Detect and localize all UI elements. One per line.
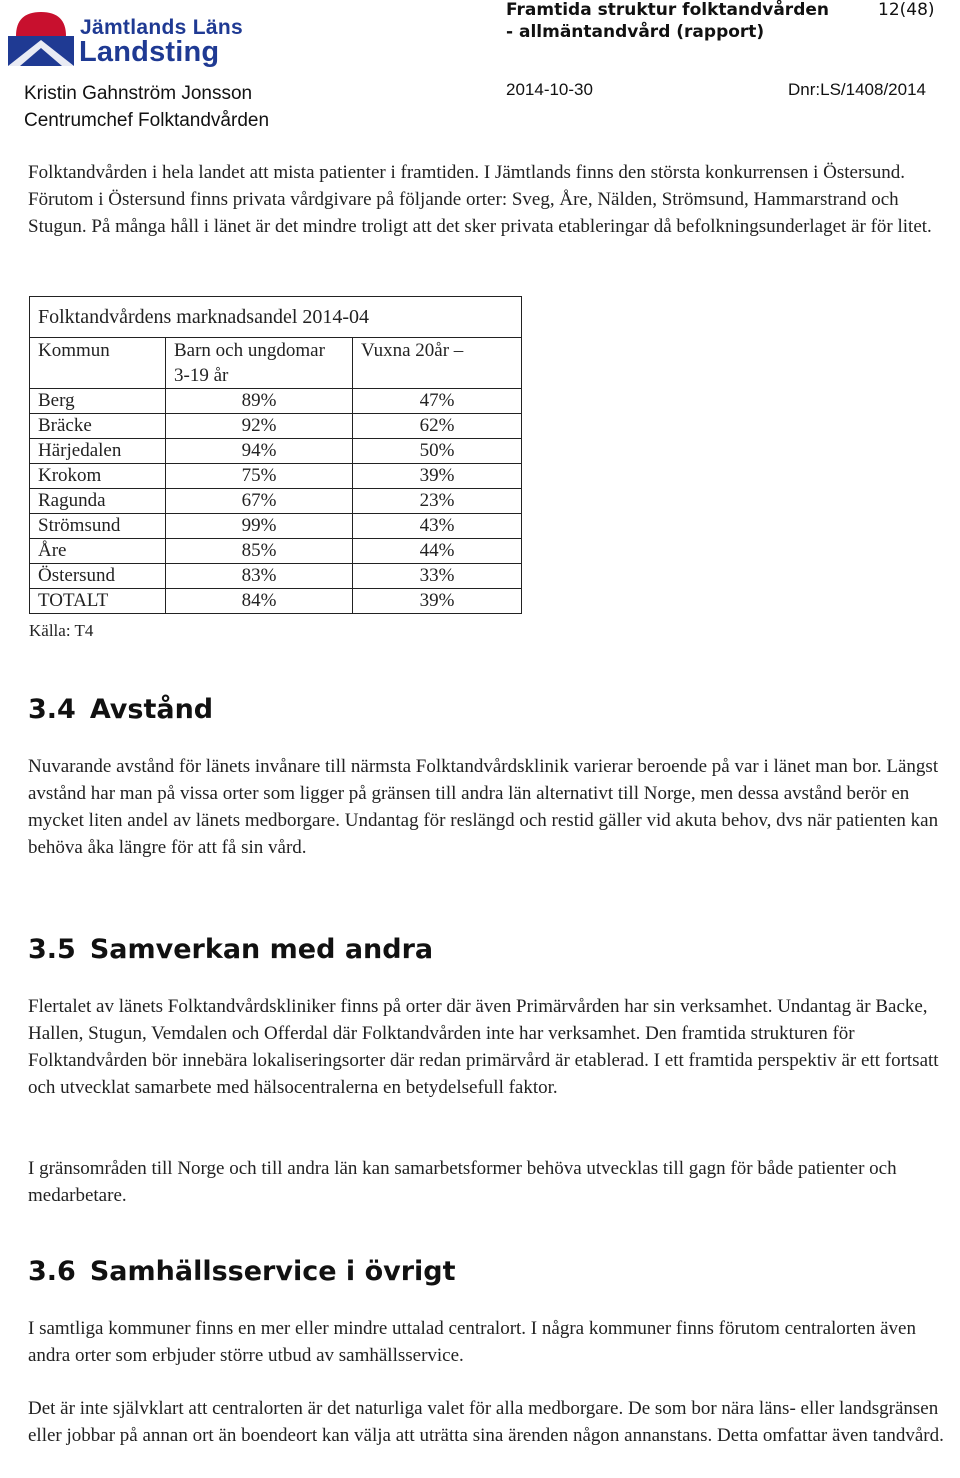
table-cell-kommun: Bräcke: [30, 414, 166, 439]
table-row: [30, 539, 522, 564]
table-row: [30, 439, 522, 464]
paragraph: I samtliga kommuner finns en mer eller mindre uttalad centralort. I några kommuner finns förutom centralorten även andra orter som erbjuder större utbud av samhällsservice.: [28, 1318, 916, 1366]
table-cell-barn: 89%: [166, 389, 353, 414]
paragraph: Nuvarande avstånd för länets invånare till närmsta Folktandvårdsklinik varierar beroende på var i länet man bor. Längst avstånd har man på vissa orter som ligger på gränsen till andra län alternativt till Norge, men dessa avstånd berör en mycket liten andel av länets medborgare. Undantag för reslängd och restid gäller vid akuta behov, dvs när patienten kan behöva åka längre för att få sin vård.: [28, 756, 939, 858]
section-number: 3.6: [28, 1256, 76, 1287]
document-dnr: Dnr:LS/1408/2014: [788, 80, 926, 99]
document-title: Framtida struktur folktandvården - allmäntandvård (rapport): [506, 0, 829, 42]
table-row: [30, 489, 522, 514]
section-3-6-body-2: [28, 1395, 958, 1449]
table-cell-vuxna: 62%: [353, 414, 522, 439]
table-header-kommun: Kommun: [30, 338, 166, 389]
table-row-total: [30, 589, 522, 614]
table-source: Källa: T4: [29, 621, 94, 640]
table-header-vuxna: Vuxna 20år –: [353, 338, 522, 389]
table-cell-vuxna: 47%: [353, 389, 522, 414]
paragraph: Det är inte självklart att centralorten är det naturliga valet för alla medborgare. De som bor nära läns- eller landsgränsen eller jobbar på annan ort än boendeort kan välja att uträtta sina ärenden någon annanstans. Detta omfattar även tandvård.: [28, 1398, 944, 1446]
table-cell-kommun: Krokom: [30, 464, 166, 489]
table-row: [30, 514, 522, 539]
section-heading-3-5: [28, 934, 433, 965]
market-share-table-wrap: [29, 296, 522, 614]
intro-text: Folktandvården i hela landet att mista patienter i framtiden. I Jämtlands finns den största konkurrensen i Östersund. Förutom i Östersund finns privata vårdgivare på följande orter: Sveg, Åre, Nälden, Strömsund, Hammarstrand och Stugun. På många håll i länet är det mindre troligt att det sker privata etableringar då befolkningsunderlaget är för litet.: [28, 162, 932, 237]
section-3-5-body: [28, 993, 958, 1101]
table-header-row: [30, 338, 522, 389]
table-row: [30, 414, 522, 439]
author-block: [24, 80, 269, 134]
section-number: 3.4: [28, 694, 76, 725]
table-cell-vuxna: 43%: [353, 514, 522, 539]
section-3-5-body-2: [28, 1155, 958, 1209]
table-cell-barn: 92%: [166, 414, 353, 439]
table-cell-vuxna: 23%: [353, 489, 522, 514]
table-cell-barn: 85%: [166, 539, 353, 564]
intro-paragraph: [28, 159, 958, 240]
author-role: Centrumchef Folktandvården: [24, 110, 270, 131]
document-date: 2014-10-30: [506, 80, 593, 99]
table-caption: Folktandvårdens marknadsandel 2014-04: [30, 297, 522, 338]
table-row: [30, 389, 522, 414]
table-cell-barn: 99%: [166, 514, 353, 539]
section-title: Avstånd: [89, 694, 214, 725]
table-cell-kommun: Berg: [30, 389, 166, 414]
table-cell-barn: 84%: [166, 589, 353, 614]
table-cell-barn: 67%: [166, 489, 353, 514]
table-row: [30, 564, 522, 589]
table-cell-vuxna: 44%: [353, 539, 522, 564]
table-cell-barn: 75%: [166, 464, 353, 489]
table-cell-kommun: Ragunda: [30, 489, 166, 514]
table-cell-kommun: Östersund: [30, 564, 166, 589]
table-row: [30, 464, 522, 489]
market-share-table: [29, 296, 522, 614]
section-title: Samverkan med andra: [89, 934, 434, 965]
section-number: 3.5: [28, 934, 76, 965]
section-title: Samhällsservice i övrigt: [89, 1256, 456, 1287]
page-number: 12(48): [878, 0, 935, 20]
author-name: Kristin Gahnström Jonsson: [24, 83, 253, 104]
section-3-6-body: [28, 1315, 958, 1369]
section-heading-3-6: [28, 1256, 456, 1287]
table-cell-vuxna: 33%: [353, 564, 522, 589]
table-cell-barn: 83%: [166, 564, 353, 589]
table-cell-kommun: Strömsund: [30, 514, 166, 539]
paragraph: I gränsområden till Norge och till andra län kan samarbetsformer behöva utvecklas till gagn för både patienter och medarbetare.: [28, 1158, 897, 1206]
section-3-4-body: [28, 753, 958, 861]
table-cell-kommun: Åre: [30, 539, 166, 564]
table-cell-kommun: TOTALT: [30, 589, 166, 614]
table-cell-vuxna: 39%: [353, 464, 522, 489]
table-cell-kommun: Härjedalen: [30, 439, 166, 464]
paragraph: Flertalet av länets Folktandvårdskliniker finns på orter där även Primärvården har sin verksamhet. Undantag är Backe, Hallen, Stugun, Vemdalen och Offerdal där Folktandvården inte har verksamhet. Den framtida strukturen för Folktandvården bör innebära lokaliseringsorter där redan primärvård är etablerad. I ett framtida perspektiv är ett fortsatt och utvecklat samarbete med hälsocentralerna en betydelsefull faktor.: [28, 996, 939, 1098]
table-header-barn: Barn och ungdomar 3-19 år: [166, 338, 353, 389]
logo-line-1: Jämtlands Läns: [80, 16, 243, 39]
landsting-emblem-icon: [6, 6, 76, 70]
table-cell-barn: 94%: [166, 439, 353, 464]
section-heading-3-4: [28, 694, 213, 725]
table-cell-vuxna: 39%: [353, 589, 522, 614]
logo-line-2: Landsting: [79, 36, 220, 68]
table-cell-vuxna: 50%: [353, 439, 522, 464]
